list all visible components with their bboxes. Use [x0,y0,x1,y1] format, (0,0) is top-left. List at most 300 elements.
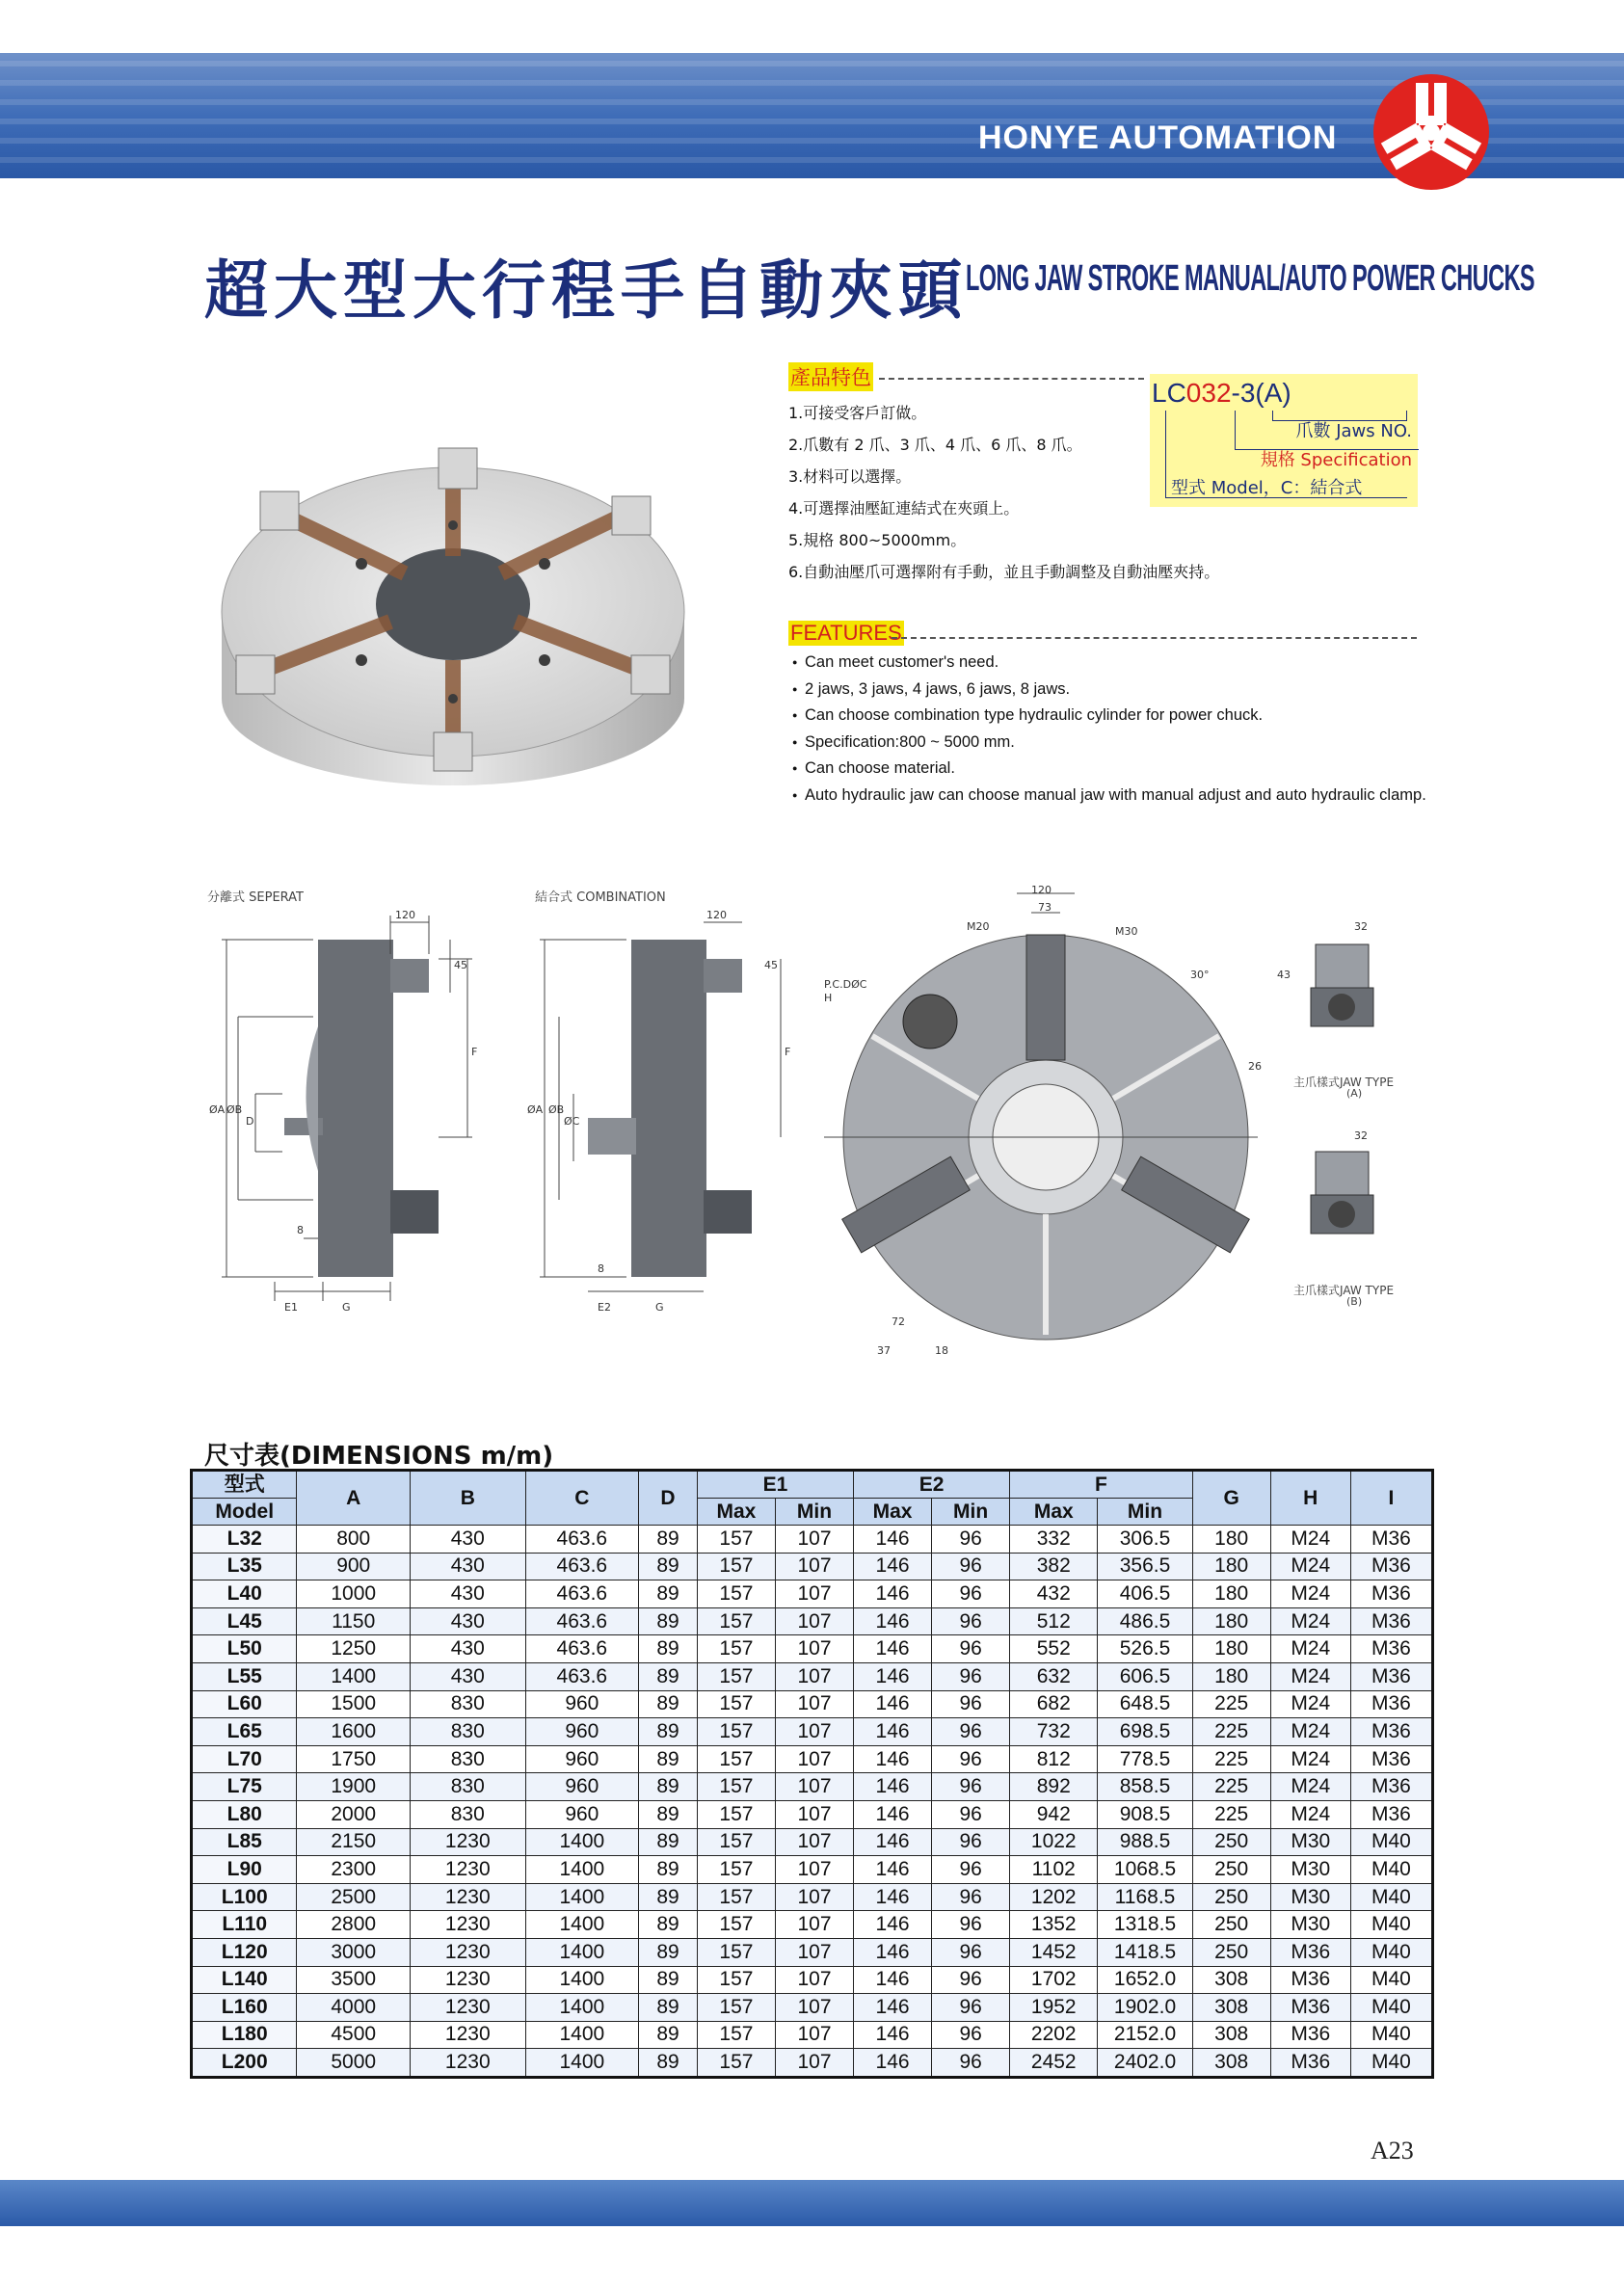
table-cell: 892 [1010,1773,1098,1801]
table-cell: 89 [639,1883,698,1911]
table-cell: M24 [1270,1553,1350,1580]
table-cell: 107 [775,1553,853,1580]
table-cell: M40 [1350,2021,1432,2049]
table-cell: 960 [525,1800,639,1828]
table-cell: 107 [775,1773,853,1801]
dim-E1: E1 [284,1301,298,1314]
table-cell: 908.5 [1098,1800,1192,1828]
table-cell: 512 [1010,1607,1098,1635]
table-cell: 1068.5 [1098,1856,1192,1884]
table-cell: 89 [639,1773,698,1801]
table-cell: 432 [1010,1580,1098,1608]
dim-B: ØB [226,1103,243,1116]
table-cell: 552 [1010,1635,1098,1663]
table-cell: 900 [297,1553,411,1580]
dim-A: ØA [209,1103,226,1116]
model-cell: L120 [192,1938,297,1966]
table-cell: M36 [1270,1938,1350,1966]
table-cell: 2452 [1010,2049,1098,2078]
table-cell: 1400 [525,1911,639,1939]
table-cell: 4500 [297,2021,411,2049]
table-cell: 89 [639,1994,698,2022]
table-cell: 107 [775,1580,853,1608]
table-cell: 107 [775,1607,853,1635]
table-row [192,1994,1433,2022]
model-cell: L90 [192,1856,297,1884]
table-cell: 526.5 [1098,1635,1192,1663]
model-cell: L50 [192,1635,297,1663]
table-cell: 430 [410,1580,525,1608]
page-title-en: LONG JAW STROKE MANUAL/AUTO POWER CHUCKS [966,258,1534,299]
table-cell: 89 [639,1635,698,1663]
dim-A: ØA [527,1103,544,1116]
table-cell: 1952 [1010,1994,1098,2022]
table-cell: 146 [854,2021,932,2049]
table-row [192,1883,1433,1911]
table-cell: M36 [1350,1526,1432,1554]
table-cell: M36 [1350,1607,1432,1635]
dim-G: G [655,1301,664,1314]
table-cell: 146 [854,1526,932,1554]
model-code: LC032-3(A) [1152,378,1291,408]
table-cell: 1168.5 [1098,1883,1192,1911]
table-cell: 463.6 [525,1662,639,1690]
dim-45: 45 [764,959,778,971]
front-view-drawing [824,882,1277,1402]
table-cell: 89 [639,1553,698,1580]
page-number: A23 [1371,2137,1414,2164]
table-cell: 180 [1192,1662,1270,1690]
list-item: 6.自動油壓爪可選擇附有手動，並且手動調整及自動油壓夾持。 [788,563,1220,581]
table-cell: 96 [932,1580,1010,1608]
list-item: 3.材料可以選擇。 [788,467,912,486]
table-cell: M40 [1350,1911,1432,1939]
header-D: D [639,1471,698,1526]
table-cell: 830 [410,1690,525,1718]
table-cell: 1250 [297,1635,411,1663]
table-cell: 107 [775,1690,853,1718]
table-cell: 107 [775,1718,853,1746]
table-cell: 430 [410,1526,525,1554]
table-cell: 1000 [297,1580,411,1608]
dim-F: F [471,1046,478,1058]
table-cell: 146 [854,1773,932,1801]
table-cell: M36 [1350,1745,1432,1773]
table-cell: M36 [1350,1718,1432,1746]
table-row [192,1662,1433,1690]
table-cell: 648.5 [1098,1690,1192,1718]
table-cell: 1202 [1010,1883,1098,1911]
model-cell: L40 [192,1580,297,1608]
table-cell: 157 [697,1662,775,1690]
table-cell: 430 [410,1635,525,1663]
table-cell: 1652.0 [1098,1966,1192,1994]
table-cell: 960 [525,1718,639,1746]
page-title-cn: 超大型大行程手自動夾頭 [204,253,968,328]
dimensions-table-body [192,1526,1433,2078]
table-cell: M40 [1350,1938,1432,1966]
list-item: ● Can choose combination type hydraulic cylinder for power chuck. [792,703,1438,730]
footer-band [0,2180,1624,2226]
table-cell: M36 [1350,1690,1432,1718]
table-cell: 1352 [1010,1911,1098,1939]
table-cell: M30 [1270,1911,1350,1939]
dim-8: 8 [598,1262,604,1275]
table-cell: M24 [1270,1773,1350,1801]
header-C: C [525,1471,639,1526]
dim-m30: M30 [1115,925,1138,938]
table-cell: 430 [410,1553,525,1580]
table-cell: 96 [932,1966,1010,1994]
table-cell: 1400 [525,1883,639,1911]
model-cell: L140 [192,1966,297,1994]
dim-8: 8 [297,1224,304,1236]
table-cell: 107 [775,1745,853,1773]
table-cell: 89 [639,1718,698,1746]
features-cn-heading: 產品特色 [788,362,873,391]
table-cell: 96 [932,1662,1010,1690]
table-cell: 1750 [297,1745,411,1773]
table-cell: 89 [639,1938,698,1966]
table-row [192,1607,1433,1635]
list-item: 1.可接受客戶訂做。 [788,404,927,422]
table-cell: 107 [775,1938,853,1966]
header-A: A [297,1471,411,1526]
table-cell: 406.5 [1098,1580,1192,1608]
dim-32: 32 [1354,920,1368,933]
table-cell: 107 [775,1800,853,1828]
table-cell: 89 [639,1800,698,1828]
table-cell: 1400 [525,2049,639,2078]
table-cell: 107 [775,2049,853,2078]
table-cell: 1400 [525,2021,639,2049]
table-cell: 250 [1192,1911,1270,1939]
table-cell: 356.5 [1098,1553,1192,1580]
header-e1-max: Max [697,1499,775,1526]
table-cell: 89 [639,1828,698,1856]
table-cell: 3500 [297,1966,411,1994]
table-cell: 157 [697,1607,775,1635]
table-cell: 2202 [1010,2021,1098,2049]
honye-logo-icon [1369,69,1494,195]
table-cell: 107 [775,1526,853,1554]
table-cell: 1230 [410,2021,525,2049]
dim-32: 32 [1354,1129,1368,1142]
table-row [192,1635,1433,1663]
table-cell: M36 [1350,1635,1432,1663]
table-cell: 463.6 [525,1526,639,1554]
dim-F: F [785,1046,791,1058]
table-cell: 157 [697,1745,775,1773]
table-cell: 157 [697,1938,775,1966]
list-item: 5.規格 800~5000mm。 [788,531,967,549]
table-row [192,1718,1433,1746]
table-cell: 306.5 [1098,1526,1192,1554]
table-cell: 96 [932,1994,1010,2022]
table-cell: 107 [775,1911,853,1939]
header-model-cn: 型式 [192,1471,297,1499]
table-cell: 1500 [297,1690,411,1718]
table-row [192,1580,1433,1608]
header-e2-max: Max [854,1499,932,1526]
table-cell: 2500 [297,1883,411,1911]
table-cell: 1230 [410,1994,525,2022]
model-cell: L200 [192,2049,297,2078]
table-cell: 96 [932,1883,1010,1911]
model-cell: L65 [192,1718,297,1746]
table-cell: M24 [1270,1690,1350,1718]
table-cell: 250 [1192,1938,1270,1966]
features-en-list [792,650,1438,809]
table-cell: 2800 [297,1911,411,1939]
table-cell: 988.5 [1098,1828,1192,1856]
table-cell: 463.6 [525,1635,639,1663]
table-cell: M40 [1350,1883,1432,1911]
table-cell: 107 [775,2021,853,2049]
table-cell: 96 [932,2049,1010,2078]
table-cell: 157 [697,1526,775,1554]
table-cell: 146 [854,1580,932,1608]
table-cell: 146 [854,1718,932,1746]
table-cell: 157 [697,1911,775,1939]
table-cell: 1230 [410,1938,525,1966]
table-cell: 778.5 [1098,1745,1192,1773]
table-cell: M40 [1350,2049,1432,2078]
table-cell: 89 [639,1662,698,1690]
table-cell: 1230 [410,1966,525,1994]
table-cell: 1400 [525,1966,639,1994]
table-cell: 107 [775,1856,853,1884]
table-cell: 830 [410,1773,525,1801]
table-cell: 2402.0 [1098,2049,1192,2078]
table-cell: 146 [854,1745,932,1773]
table-cell: M36 [1270,2021,1350,2049]
table-cell: 146 [854,1883,932,1911]
table-row [192,1553,1433,1580]
table-cell: 157 [697,1553,775,1580]
table-cell: 146 [854,1856,932,1884]
table-cell: 107 [775,1662,853,1690]
table-row [192,1690,1433,1718]
list-item: ● Specification:800 ~ 5000 mm. [792,730,1438,757]
table-cell: 830 [410,1718,525,1746]
model-cell: L75 [192,1773,297,1801]
table-cell: M36 [1350,1662,1432,1690]
table-cell: 96 [932,1690,1010,1718]
table-cell: 96 [932,1526,1010,1554]
table-cell: 157 [697,1994,775,2022]
table-cell: 96 [932,1800,1010,1828]
table-cell: 960 [525,1690,639,1718]
table-cell: M24 [1270,1662,1350,1690]
table-cell: 4000 [297,1994,411,2022]
table-cell: 225 [1192,1690,1270,1718]
dim-120: 120 [706,909,727,921]
dim-B: ØB [548,1103,565,1116]
table-cell: 1400 [525,1856,639,1884]
table-cell: 1102 [1010,1856,1098,1884]
table-cell: M30 [1270,1883,1350,1911]
table-cell: M24 [1270,1526,1350,1554]
model-cell: L35 [192,1553,297,1580]
header-E2: E2 [854,1471,1010,1499]
table-cell: 250 [1192,1856,1270,1884]
table-cell: 157 [697,1580,775,1608]
table-cell: 96 [932,1553,1010,1580]
table-cell: 1702 [1010,1966,1098,1994]
table-cell: 308 [1192,2021,1270,2049]
dim-45: 45 [454,959,467,971]
table-cell: M36 [1350,1580,1432,1608]
table-cell: 3000 [297,1938,411,1966]
table-cell: 146 [854,1966,932,1994]
table-cell: 830 [410,1800,525,1828]
legend-jaws: 爪數 Jaws NO. [1295,421,1412,441]
table-cell: 2000 [297,1800,411,1828]
header-E1: E1 [697,1471,853,1499]
table-cell: 107 [775,1966,853,1994]
table-cell: 225 [1192,1718,1270,1746]
table-cell: 430 [410,1662,525,1690]
table-cell: 1400 [297,1662,411,1690]
table-cell: 157 [697,1856,775,1884]
table-cell: 1230 [410,1856,525,1884]
table-cell: 89 [639,1526,698,1554]
features-cn-divider [879,378,1144,380]
model-cell: L70 [192,1745,297,1773]
chuck-product-image [207,390,699,805]
table-cell: 157 [697,2049,775,2078]
table-cell: 157 [697,1690,775,1718]
table-cell: 1230 [410,1883,525,1911]
table-cell: 96 [932,1938,1010,1966]
features-en-heading: FEATURES [790,621,902,645]
model-cell: L45 [192,1607,297,1635]
header-I: I [1350,1471,1432,1526]
dim-73: 73 [1038,901,1052,914]
model-cell: L32 [192,1526,297,1554]
table-cell: 180 [1192,1526,1270,1554]
table-cell: 1400 [525,1828,639,1856]
combination-caption: 結合式 COMBINATION [535,890,666,905]
table-cell: 960 [525,1745,639,1773]
table-cell: 225 [1192,1773,1270,1801]
table-cell: 157 [697,1800,775,1828]
table-cell: 250 [1192,1828,1270,1856]
table-cell: 157 [697,1635,775,1663]
dim-43: 43 [1277,969,1291,981]
table-cell: 732 [1010,1718,1098,1746]
header-e2-min: Min [932,1499,1010,1526]
table-cell: 308 [1192,1966,1270,1994]
table-cell: M24 [1270,1745,1350,1773]
header-f-min: Min [1098,1499,1192,1526]
header-G: G [1192,1471,1270,1526]
table-cell: 180 [1192,1580,1270,1608]
dim-72: 72 [892,1315,905,1328]
model-cell: L80 [192,1800,297,1828]
table-row [192,1773,1433,1801]
table-row [192,1526,1433,1554]
table-cell: 225 [1192,1800,1270,1828]
jaw-type-b-caption: 主爪樣式JAW TYPE [1293,1284,1395,1297]
table-cell: 146 [854,2049,932,2078]
table-cell: 146 [854,1828,932,1856]
jaw-type-b-label: (B) [1346,1295,1363,1308]
model-code-legend [1150,374,1418,507]
table-cell: 157 [697,1718,775,1746]
table-cell: M24 [1270,1635,1350,1663]
dim-30deg: 30° [1190,969,1210,981]
table-cell: 463.6 [525,1553,639,1580]
table-cell: 89 [639,1856,698,1884]
table-cell: 107 [775,1994,853,2022]
table-cell: M40 [1350,1856,1432,1884]
table-cell: 308 [1192,1994,1270,2022]
dim-G: G [342,1301,351,1314]
table-cell: 1452 [1010,1938,1098,1966]
table-cell: 89 [639,1911,698,1939]
table-cell: M24 [1270,1718,1350,1746]
table-cell: M24 [1270,1607,1350,1635]
table-cell: 96 [932,1718,1010,1746]
legend-spec: 規格 Specification [1260,450,1412,470]
table-cell: 1230 [410,1911,525,1939]
table-cell: 107 [775,1635,853,1663]
table-cell: 1150 [297,1607,411,1635]
table-cell: 830 [410,1745,525,1773]
header-f-max: Max [1010,1499,1098,1526]
list-item: ● 2 jaws, 3 jaws, 4 jaws, 6 jaws, 8 jaws. [792,677,1438,704]
table-row [192,1800,1433,1828]
seperat-side-drawing [198,901,496,1383]
table-cell: 858.5 [1098,1773,1192,1801]
table-cell: M30 [1270,1828,1350,1856]
table-cell: 96 [932,1856,1010,1884]
table-cell: 1400 [525,1938,639,1966]
dimensions-title: 尺寸表(DIMENSIONS m/m) [204,1442,554,1471]
table-cell: 1022 [1010,1828,1098,1856]
table-cell: 146 [854,1662,932,1690]
table-cell: 180 [1192,1553,1270,1580]
list-item: ● Auto hydraulic jaw can choose manual jaw with manual adjust and auto hydraulic clamp. [792,783,1438,810]
table-cell: 382 [1010,1553,1098,1580]
table-cell: M36 [1270,2049,1350,2078]
table-cell: 96 [932,1635,1010,1663]
model-cell: L55 [192,1662,297,1690]
table-cell: 180 [1192,1635,1270,1663]
table-cell: 1318.5 [1098,1911,1192,1939]
table-cell: 146 [854,1635,932,1663]
table-cell: 463.6 [525,1607,639,1635]
table-cell: 157 [697,1828,775,1856]
table-cell: M36 [1350,1553,1432,1580]
header-F: F [1010,1471,1193,1499]
table-cell: 107 [775,1828,853,1856]
table-cell: 1400 [525,1994,639,2022]
dim-D: D [246,1115,254,1128]
table-cell: 800 [297,1526,411,1554]
list-item: ● Can choose material. [792,756,1438,783]
table-row [192,1966,1433,1994]
dim-h: H [824,992,833,1004]
table-cell: 96 [932,2021,1010,2049]
header-e1-min: Min [775,1499,853,1526]
table-cell: 89 [639,1745,698,1773]
table-cell: 89 [639,1690,698,1718]
table-cell: 96 [932,1828,1010,1856]
table-cell: 682 [1010,1690,1098,1718]
